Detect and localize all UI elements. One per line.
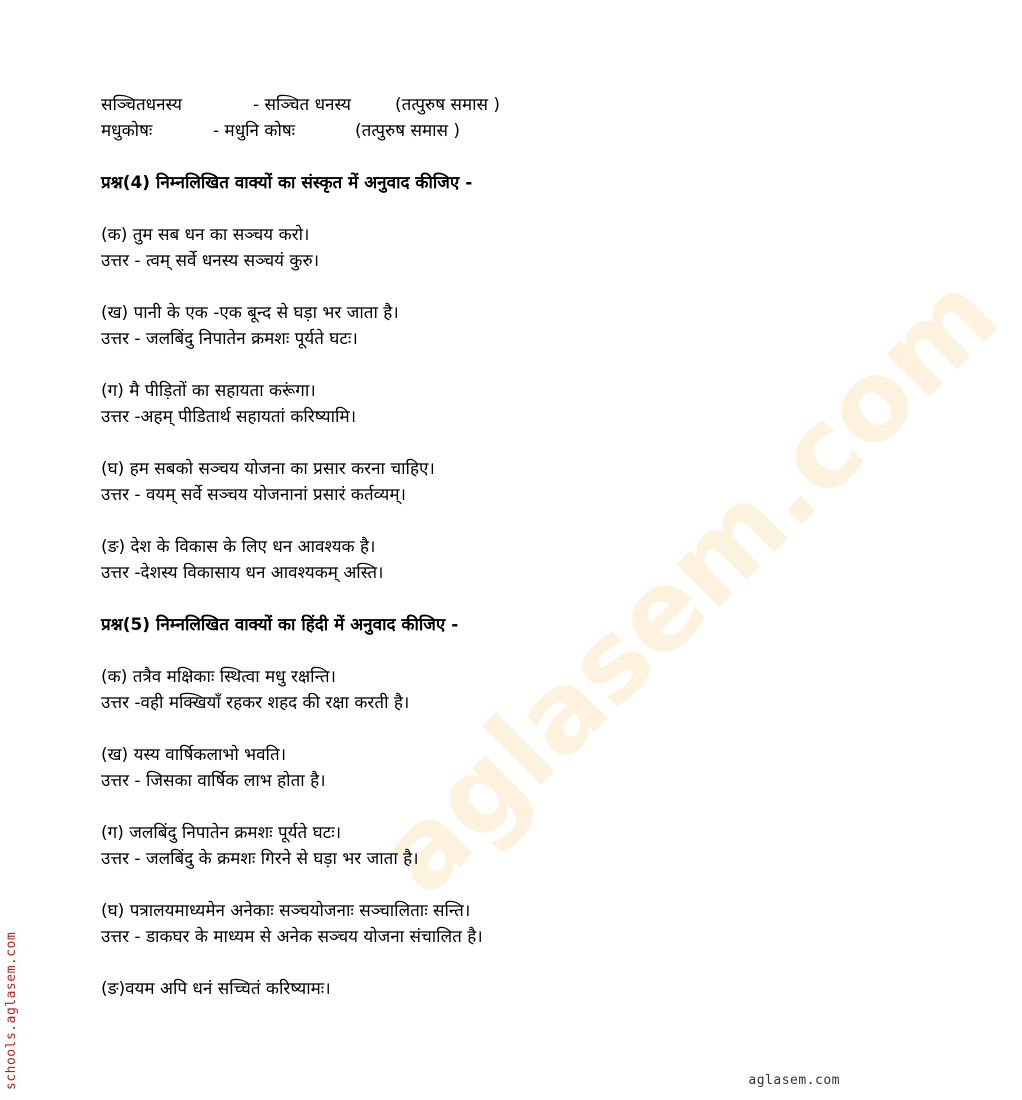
q5-question: (ग) जलबिंदु निपातेन क्रमशः पूर्यते घटः। <box>101 823 342 843</box>
side-url: schools.aglasem.com <box>4 931 19 1090</box>
q4-answer: उत्तर - त्वम् सर्वे धनस्य सञ्चयं कुरु। <box>101 251 320 271</box>
footer-url: aglasem.com <box>748 1073 840 1088</box>
q5-question: (घ) पत्रालयमाध्यमेन अनेकाः सञ्चयोजनाः सञ्चालिताः सन्ति। <box>101 901 471 921</box>
samas-row <box>101 92 821 118</box>
watermark: aglasem.com <box>354 249 1022 919</box>
samas-row <box>101 118 821 144</box>
q4-answer: उत्तर -देशस्य विकासाय धन आवश्यकम् अस्ति। <box>101 563 384 583</box>
question-4-heading: प्रश्न(4) निम्नलिखित वाक्यों का संस्कृत में अनुवाद कीजिए - <box>101 173 473 193</box>
q5-question: (क) तत्रैव मक्षिकाः स्थित्वा मधु रक्षन्ति। <box>101 667 336 687</box>
q5-answer: उत्तर -वही मक्खियाँ रहकर शहद की रक्षा करती है। <box>101 693 410 713</box>
samas-type: (तत्पुरुष समास ) <box>395 95 501 115</box>
q4-question: (क) तुम सब धन का सञ्चय करो। <box>101 225 310 245</box>
q5-question: (ङ)वयम अपि धनं सच्चितं करिष्यामः। <box>101 979 331 999</box>
q4-answer: उत्तर -अहम् पीडितार्थ सहायतां करिष्यामि। <box>101 407 357 427</box>
samas-type: (तत्पुरुष समास ) <box>355 121 461 141</box>
samas-word: मधुकोषः <box>101 121 153 141</box>
q4-question: (ख) पानी के एक -एक बून्द से घड़ा भर जाता है। <box>101 303 399 323</box>
page-content <box>101 92 821 1002</box>
q4-answer: उत्तर - वयम् सर्वे सञ्चय योजनानां प्रसारं कर्तव्यम्। <box>101 485 406 505</box>
samas-expansion: - सञ्चित धनस्य <box>253 95 351 115</box>
q4-question: (घ) हम सबको सञ्चय योजना का प्रसार करना चाहिए। <box>101 459 435 479</box>
q4-answer: उत्तर - जलबिंदु निपातेन क्रमशः पूर्यते घटः। <box>101 329 358 349</box>
samas-expansion: - मधुनि कोषः <box>213 121 296 141</box>
q5-question: (ख) यस्य वार्षिकलाभो भवति। <box>101 745 287 765</box>
q5-answer: उत्तर - जिसका वार्षिक लाभ होता है। <box>101 771 326 791</box>
q5-answer: उत्तर - डाकघर के माध्यम से अनेक सञ्चय योजना संचालित है। <box>101 927 483 947</box>
q4-question: (ग) मै पीड़ितों का सहायता करूंगा। <box>101 381 316 401</box>
samas-word: सञ्चितधनस्य <box>101 95 183 115</box>
question-5-heading: प्रश्न(5) निम्नलिखित वाक्यों का हिंदी में अनुवाद कीजिए - <box>101 615 459 635</box>
q4-question: (ङ) देश के विकास के लिए धन आवश्यक है। <box>101 537 376 557</box>
q5-answer: उत्तर - जलबिंदु के क्रमशः गिरने से घड़ा भर जाता है। <box>101 849 419 869</box>
